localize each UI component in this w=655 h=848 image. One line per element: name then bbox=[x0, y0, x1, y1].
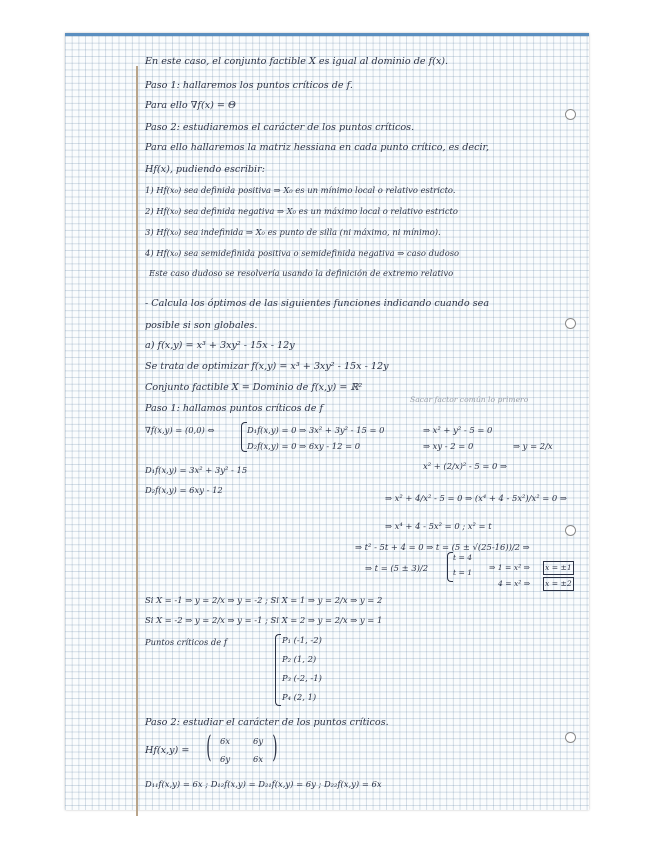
text-line: En este caso, el conjunto factible X es igual al dominio de f(x). bbox=[145, 56, 449, 67]
text-line: 2) Hf(x₀) sea definida negativa ⇒ X₀ es un máximo local o relativo estricto bbox=[145, 206, 458, 216]
points-brace bbox=[275, 634, 281, 706]
binder-hole bbox=[565, 525, 576, 536]
equation: Si X = -2 ⇒ y = 2/x ⇒ y = -1 ; Si X = 2 ⇒ y = 2/x ⇒ y = 1 bbox=[145, 615, 383, 625]
equation: D₁f(x,y) = 3x² + 3y² - 15 bbox=[145, 465, 248, 475]
text-line: 1) Hf(x₀) sea definida positiva ⇒ X₀ es un mínimo local o relativo estricto. bbox=[145, 185, 456, 195]
equation: t = 4 bbox=[453, 553, 473, 562]
equation: ⇒ x² + y² - 5 = 0 bbox=[423, 425, 493, 435]
text-line: Paso 2: estudiar el carácter de los puntos críticos. bbox=[145, 717, 389, 728]
text-line: Paso 1: hallamos puntos críticos de f bbox=[145, 403, 324, 414]
equation: Hf(x,y) = bbox=[145, 745, 190, 756]
text-line: Conjunto factible X = Dominio de f(x,y) = ℝ² bbox=[145, 382, 363, 393]
equation: D₁f(x,y) = 0 ⇒ 3x² + 3y² - 15 = 0 bbox=[247, 425, 385, 435]
boxed-result: x = ±2 bbox=[543, 577, 574, 591]
equation: ⇒ x² + 4/x² - 5 = 0 ⇒ (x⁴ + 4 - 5x²)/x² = 0 ⇒ bbox=[385, 493, 567, 503]
text-line: Para ello ∇f(x) = Θ bbox=[145, 100, 236, 111]
critical-point: P₄ (2, 1) bbox=[282, 692, 317, 702]
matrix-left-paren: ( bbox=[206, 730, 212, 765]
equation: D₁₁f(x,y) = 6x ; D₁₂f(x,y) = D₂₁f(x,y) = 6y ; D₂₂f(x,y) = 6x bbox=[145, 779, 382, 789]
matrix-entry: 6y bbox=[220, 754, 231, 764]
exercise-statement: - Calcula los óptimos de las siguientes funciones indicando cuando sea bbox=[145, 298, 490, 309]
equation: Si X = -1 ⇒ y = 2/x ⇒ y = -2 ; Si X = 1 ⇒ y = 2/x ⇒ y = 2 bbox=[145, 595, 383, 605]
margin-line bbox=[136, 66, 138, 816]
equation: ⇒ x⁴ + 4 - 5x² = 0 ; x² = t bbox=[385, 521, 492, 531]
binder-hole bbox=[565, 732, 576, 743]
equation: ⇒ xy - 2 = 0 bbox=[423, 441, 474, 451]
equation: ∇f(x,y) = (0,0) ⇔ bbox=[145, 425, 215, 435]
function-definition: a) f(x,y) = x³ + 3xy² - 15x - 12y bbox=[145, 340, 295, 351]
text-line: Paso 2: estudiaremos el carácter de los puntos críticos. bbox=[145, 122, 415, 133]
text-line: Se trata de optimizar f(x,y) = x³ + 3xy² - 15x - 12y bbox=[145, 361, 389, 372]
equation: ⇒ y = 2/x bbox=[513, 441, 553, 451]
text-line: 3) Hf(x₀) sea indefinida ⇒ X₀ es punto de silla (ni máximo, ni mínimo). bbox=[145, 227, 441, 237]
critical-point: P₃ (-2, -1) bbox=[282, 673, 322, 683]
equation: ⇒ t² - 5t + 4 = 0 ⇒ t = (5 ± √(25-16))/2 ⇒ bbox=[355, 542, 530, 552]
notebook-page bbox=[65, 33, 589, 810]
critical-point: P₂ (1, 2) bbox=[282, 654, 317, 664]
equation: D₂f(x,y) = 0 ⇒ 6xy - 12 = 0 bbox=[247, 441, 361, 451]
equation: t = 1 bbox=[453, 568, 473, 577]
text-line: Para ello hallaremos la matriz hessiana en cada punto crítico, es decir, bbox=[145, 142, 490, 153]
margin-note: Sacar factor común lo primero bbox=[410, 395, 529, 404]
text-line: 4) Hf(x₀) sea semidefinida positiva o semidefinida negativa ⇒ caso dudoso bbox=[145, 248, 460, 258]
binder-hole bbox=[565, 318, 576, 329]
equation: ⇒ 1 = x² ⇒ bbox=[489, 563, 530, 572]
equation: D₂f(x,y) = 6xy - 12 bbox=[145, 485, 223, 495]
matrix-entry: 6x bbox=[253, 754, 264, 764]
boxed-result: x = ±1 bbox=[543, 561, 574, 575]
text-line: Puntos críticos de f bbox=[145, 637, 227, 647]
matrix-entry: 6x bbox=[220, 736, 231, 746]
matrix-entry: 6y bbox=[253, 736, 264, 746]
equation: x² + (2/x)² - 5 = 0 ⇒ bbox=[423, 461, 508, 471]
equation: ⇒ t = (5 ± 3)/2 bbox=[365, 563, 429, 573]
equation: 4 = x² ⇒ bbox=[498, 579, 531, 588]
text-line: Hf(x), pudiendo escribir: bbox=[145, 164, 265, 175]
binder-hole bbox=[565, 109, 576, 120]
text-line: Este caso dudoso se resolvería usando la definición de extremo relativo bbox=[149, 268, 454, 278]
exercise-statement: posible si son globales. bbox=[145, 320, 258, 331]
critical-point: P₁ (-1, -2) bbox=[282, 635, 322, 645]
text-line: Paso 1: hallaremos los puntos críticos de f. bbox=[145, 80, 353, 91]
matrix-right-paren: ) bbox=[272, 730, 278, 765]
